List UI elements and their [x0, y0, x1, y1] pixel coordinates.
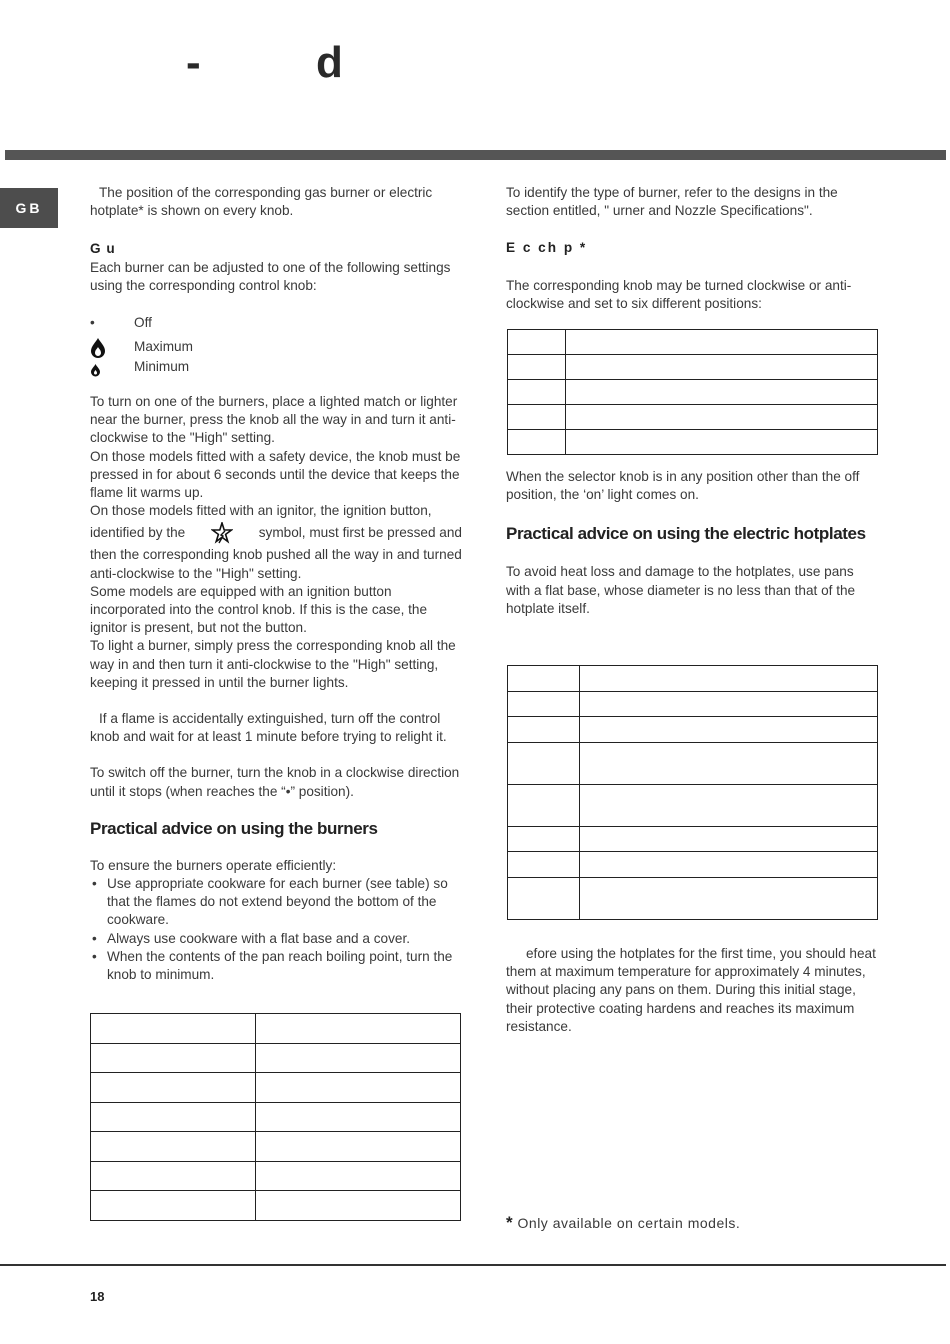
- list-item: • Use appropriate cookware for each burner (see table) so that the flames do not extend beyond the bottom of the cookware.: [90, 875, 462, 930]
- setting-minimum: [90, 358, 462, 377]
- table-row: [91, 1132, 461, 1162]
- page-title-part2: d: [316, 38, 343, 87]
- footer-rule: [0, 1264, 946, 1266]
- paragraph-ignition-button: Some models are equipped with an ignition button incorporated into the control knob. If this is the case, the ignitor is present, but not the button.: [90, 583, 428, 636]
- list-item: • Always use cookware with a flat base and a cover.: [90, 930, 462, 948]
- hotplate-table: [507, 665, 878, 920]
- positions-table: [507, 329, 878, 455]
- ignition-star-icon: [211, 522, 233, 544]
- table-row: [508, 852, 878, 878]
- dot-icon: •: [90, 314, 95, 330]
- advice-intro: To ensure the burners operate efficiently:: [90, 857, 337, 873]
- table-row: [508, 691, 878, 717]
- page-number: 18: [90, 1289, 105, 1304]
- gas-intro: Each burner can be adjusted to one of the following settings using the corresponding control knob:: [90, 259, 451, 293]
- electric-intro: The corresponding knob may be turned clockwise or anti-clockwise and set to six different positions:: [506, 277, 852, 311]
- table-row: [91, 1043, 461, 1073]
- large-flame-icon: [90, 337, 134, 359]
- paragraph-light-burner: To light a burner, simply press the corresponding knob all the way in and then turn it anti-clockwise to the "High" setting, keeping it pressed in until the burner lights.: [90, 638, 456, 690]
- paragraph-switch-off: To switch off the burner, turn the knob in a clockwise direction until it stops (when reaches the “•” position).: [90, 765, 460, 799]
- advice-list: [90, 875, 462, 984]
- setting-label: Off: [134, 314, 152, 330]
- hotplate-heading: Practical advice on using the electric hotplates: [506, 524, 866, 544]
- paragraph-ignitor-b: [90, 520, 462, 546]
- gas-heading: G u: [90, 241, 116, 257]
- setting-off: [90, 314, 462, 332]
- table-row: [508, 430, 878, 455]
- paragraph-ignitor-a: On those models fitted with an ignitor, the ignition button,: [90, 503, 432, 519]
- paragraph-turn-on: To turn on one of the burners, place a lighted match or lighter near the burner, press the knob all the way in and turn it anti-clockwise to the "High" setting.: [90, 394, 458, 446]
- small-flame-icon: [90, 359, 134, 377]
- footnote-text: Only available on certain models.: [517, 1215, 741, 1231]
- setting-label: Minimum: [134, 359, 190, 375]
- table-row: [91, 1014, 461, 1044]
- right-column-mid: [506, 468, 878, 618]
- table-row: [91, 1191, 461, 1221]
- identify-paragraph: To identify the type of burner, refer to the designs in the section entitled, " urner and Nozzle Specifications".: [506, 185, 838, 219]
- table-row: [91, 1073, 461, 1103]
- table-row: [508, 355, 878, 380]
- intro-paragraph: The position of the corresponding gas burner or electric hotplate* is shown on every knob.: [90, 185, 433, 219]
- table-row: [508, 742, 878, 784]
- list-item: • When the contents of the pan reach boiling point, turn the knob to minimum.: [90, 948, 462, 984]
- table-row: [508, 330, 878, 355]
- left-column: [90, 184, 462, 984]
- footnote-star: *: [506, 1213, 514, 1232]
- table-row: [91, 1161, 461, 1191]
- footnote: [506, 1213, 740, 1233]
- burner-table: [90, 1013, 461, 1221]
- paragraph-flame-out: If a flame is accidentally extinguished, turn off the control knob and wait for at least 1 minute before trying to relight it.: [90, 711, 447, 745]
- paragraph-safety: On those models fitted with a safety device, the knob must be pressed in for about 6 seconds until the device that keeps the flame lit warms up.: [90, 448, 461, 501]
- setting-label: Maximum: [134, 339, 193, 355]
- right-column: [506, 184, 878, 313]
- page-title-part1: -: [186, 38, 201, 87]
- table-row: [508, 877, 878, 919]
- table-row: [508, 826, 878, 852]
- table-row: [508, 405, 878, 430]
- setting-maximum: [90, 337, 462, 358]
- electric-heading: E c ch p *: [506, 240, 588, 256]
- first-use-paragraph: efore using the hotplates for the first time, you should heat them at maximum temperature for approximately 4 minutes, without placing any pans on them. During this initial stage, their protective coating hardens and reaches its maximum resistance.: [506, 946, 876, 1034]
- paragraph-ignitor-c: then the corresponding knob pushed all the way in and turned anti-clockwise to the "High" setting.: [90, 547, 462, 581]
- table-row: [508, 380, 878, 405]
- table-row: [508, 666, 878, 692]
- hotplate-paragraph: To avoid heat loss and damage to the hotplates, use pans with a flat base, whose diameter is no less than that of the hotplate itself.: [506, 564, 856, 616]
- selector-note: When the selector knob is in any position other than the off position, the ‘on’ light comes on.: [506, 469, 860, 503]
- table-row: [508, 784, 878, 826]
- table-row: [91, 1102, 461, 1132]
- right-column-bottom: [506, 945, 878, 1036]
- settings-list: [90, 314, 462, 377]
- ignitor-text-pre: identified by the: [90, 525, 186, 541]
- ignitor-text-post: symbol, must first be pressed and: [258, 525, 462, 541]
- advice-heading: Practical advice on using the burners: [90, 818, 378, 838]
- language-tab: GB: [0, 188, 58, 228]
- table-row: [508, 717, 878, 743]
- header-bar: [5, 150, 946, 160]
